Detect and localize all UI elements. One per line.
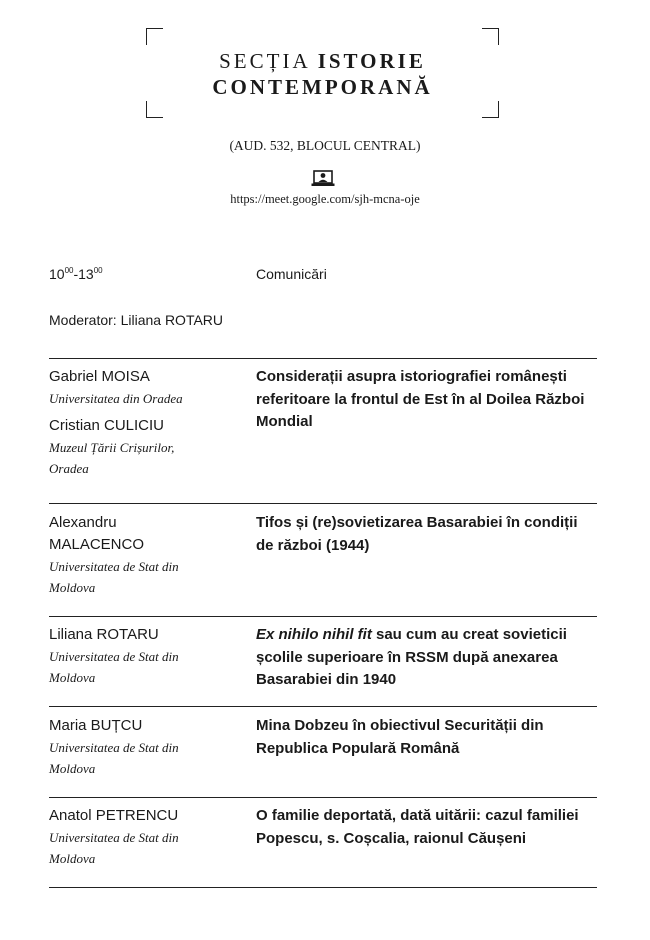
entry-authors bbox=[49, 805, 239, 875]
venue-text: (AUD. 532, BLOCUL CENTRAL) bbox=[229, 138, 421, 153]
frame-corner-bottom-left bbox=[146, 101, 163, 118]
divider bbox=[49, 358, 597, 359]
divider bbox=[49, 887, 597, 888]
time-start: 10 bbox=[49, 266, 65, 282]
paper-title-latin-phrase: Ex nihilo nihil fit bbox=[256, 626, 372, 643]
author-name: Alexandru MALACENCO bbox=[49, 514, 145, 553]
frame-corner-bottom-right bbox=[482, 101, 499, 118]
paper-title bbox=[256, 624, 596, 692]
author-affiliation: Universitatea de Stat din Moldova bbox=[49, 559, 179, 595]
title-frame bbox=[146, 28, 499, 118]
author-affiliation: Universitatea de Stat din Moldova bbox=[49, 740, 179, 776]
laptop-user-icon bbox=[311, 170, 335, 187]
paper-title: Mina Dobzeu în obiectivul Securității din Republica Populară Română bbox=[256, 717, 544, 757]
entry-authors bbox=[49, 366, 239, 485]
author-affiliation: Universitatea din Oradea bbox=[49, 391, 183, 406]
divider bbox=[49, 616, 597, 617]
time-end-minutes: 00 bbox=[93, 266, 103, 275]
author-affiliation: Muzeul Țării Crișurilor, Oradea bbox=[49, 440, 175, 476]
section-title-word-1: SECȚIA bbox=[219, 49, 310, 73]
author-name: Liliana ROTARU bbox=[49, 626, 159, 643]
session-type: Comunicări bbox=[256, 266, 327, 282]
section-title-word-3: CONTEMPORANĂ bbox=[212, 75, 433, 99]
divider bbox=[49, 797, 597, 798]
author-name: Cristian CULICIU bbox=[49, 417, 165, 434]
divider bbox=[49, 503, 597, 504]
entry-authors bbox=[49, 624, 239, 694]
section-title bbox=[146, 48, 499, 100]
paper-title: Tifos și (re)sovietizarea Basarabiei în condiții de război (1944) bbox=[256, 514, 578, 554]
moderator-label: Moderator: Liliana ROTARU bbox=[49, 312, 224, 328]
paper-title-text: sau cum au creat sovieticii școlile superioare în RSSM după anexarea Basarabiei din 1940 bbox=[256, 626, 567, 688]
author-name: Gabriel MOISA bbox=[49, 368, 150, 385]
frame-corner-top-right bbox=[482, 28, 499, 45]
section-title-word-2: ISTORIE bbox=[317, 49, 426, 73]
time-end: -13 bbox=[73, 266, 94, 282]
author-affiliation: Universitatea de Stat din Moldova bbox=[49, 830, 179, 866]
divider bbox=[49, 706, 597, 707]
session-time bbox=[49, 266, 103, 282]
time-start-minutes: 00 bbox=[64, 266, 74, 275]
author-name: Maria BUȚCU bbox=[49, 717, 143, 734]
paper-title: Considerații asupra istoriografiei românești referitoare la frontul de Est în al Doilea Război Mondial bbox=[256, 368, 585, 430]
paper-title: O familie deportată, dată uitării: cazul familiei Popescu, s. Coșcalia, raionul Căușeni bbox=[256, 807, 579, 847]
author-affiliation: Universitatea de Stat din Moldova bbox=[49, 649, 179, 685]
entry-authors bbox=[49, 715, 239, 785]
meeting-link[interactable]: https://meet.google.com/sjh-mcna-oje bbox=[230, 192, 420, 206]
entry-authors bbox=[49, 512, 239, 604]
frame-corner-top-left bbox=[146, 28, 163, 45]
author-name: Anatol PETRENCU bbox=[49, 807, 179, 824]
